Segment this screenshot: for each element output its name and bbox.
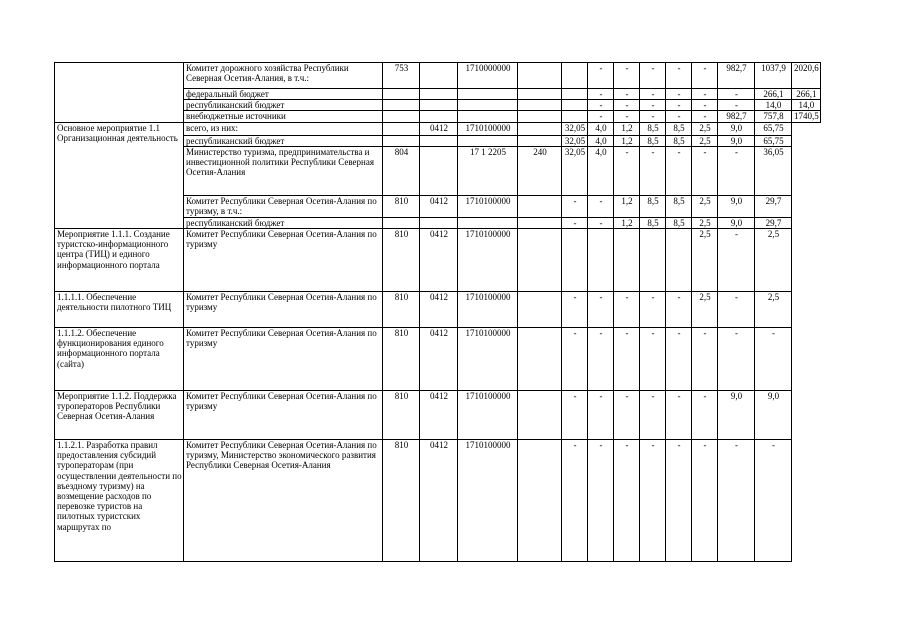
table-cell: 1.1.1.1. Обеспечение деятельности пилотного ТИЦ: [55, 292, 184, 328]
budget-table-body: [55, 63, 821, 562]
table-cell: 2,5: [692, 195, 718, 217]
table-cell: 982,7: [718, 63, 755, 89]
table-cell: -: [640, 440, 666, 562]
table-cell: [458, 111, 518, 122]
table-cell: [458, 217, 518, 228]
table-cell: 1740,5: [792, 111, 821, 122]
table-cell: -: [562, 440, 588, 562]
table-cell: 0412: [420, 292, 458, 328]
table-cell: -: [692, 100, 718, 111]
table-cell: 1710100000: [458, 229, 518, 292]
table-cell: -: [640, 146, 666, 195]
table-cell: Комитет Республики Северная Осетия-Алания по туризму: [184, 229, 383, 292]
table-cell: [518, 100, 562, 111]
table-cell: [518, 195, 562, 217]
table-cell: 810: [383, 440, 420, 562]
table-cell: -: [640, 63, 666, 89]
table-cell: 0412: [420, 122, 458, 135]
table-cell: -: [692, 440, 718, 562]
table-cell: -: [588, 391, 614, 440]
table-row: [55, 63, 821, 89]
table-cell: 266,1: [792, 89, 821, 100]
table-cell: 65,75: [755, 135, 792, 146]
table-cell: -: [692, 328, 718, 391]
table-cell: -: [588, 292, 614, 328]
table-cell: 240: [518, 146, 562, 195]
table-cell: -: [666, 146, 692, 195]
table-cell: [518, 122, 562, 135]
table-cell: 2,5: [692, 217, 718, 228]
table-cell: 810: [383, 292, 420, 328]
table-cell: -: [755, 440, 792, 562]
table-cell: [518, 292, 562, 328]
table-cell: Мероприятие 1.1.1. Создание туристско-информационного центра (ТИЦ) и единого информационного портала: [55, 229, 184, 292]
table-cell: -: [614, 391, 640, 440]
table-cell: 810: [383, 391, 420, 440]
table-cell: -: [666, 328, 692, 391]
table-cell: 0412: [420, 391, 458, 440]
table-cell: [562, 100, 588, 111]
table-cell: 8,5: [640, 135, 666, 146]
table-cell: -: [755, 328, 792, 391]
table-cell: -: [588, 100, 614, 111]
table-cell: 29,7: [755, 217, 792, 228]
table-cell: [562, 229, 588, 292]
table-cell: -: [614, 100, 640, 111]
table-cell: [383, 122, 420, 135]
table-cell: [518, 391, 562, 440]
table-cell: [420, 217, 458, 228]
table-cell: [420, 111, 458, 122]
table-cell: Комитет Республики Северная Осетия-Алания по туризму: [184, 328, 383, 391]
table-cell: -: [640, 89, 666, 100]
table-cell: 36,05: [755, 146, 792, 195]
table-cell: -: [588, 440, 614, 562]
table-cell: 65,75: [755, 122, 792, 135]
table-cell: 14,0: [792, 100, 821, 111]
table-cell: [383, 89, 420, 100]
table-cell: 9,0: [718, 391, 755, 440]
table-cell: 1,2: [614, 122, 640, 135]
table-cell: -: [718, 146, 755, 195]
table-cell: -: [692, 63, 718, 89]
table-cell: 1,2: [614, 135, 640, 146]
table-cell: [383, 135, 420, 146]
table-cell: -: [588, 111, 614, 122]
table-cell: -: [666, 100, 692, 111]
table-cell: [383, 217, 420, 228]
table-cell: 2,5: [692, 292, 718, 328]
table-cell: 810: [383, 229, 420, 292]
table-cell: 753: [383, 63, 420, 89]
table-row: [55, 229, 821, 292]
table-cell: [640, 229, 666, 292]
table-cell: 2,5: [692, 122, 718, 135]
table-cell: 32,05: [562, 146, 588, 195]
table-cell: -: [588, 63, 614, 89]
table-cell: [420, 63, 458, 89]
table-row: [55, 122, 821, 135]
table-cell: республиканский бюджет: [184, 135, 383, 146]
table-cell: [518, 328, 562, 391]
table-cell: 982,7: [718, 111, 755, 122]
table-cell: -: [666, 89, 692, 100]
table-cell: [383, 111, 420, 122]
table-cell: 757,8: [755, 111, 792, 122]
table-cell: 2,5: [755, 229, 792, 292]
table-cell: -: [614, 292, 640, 328]
table-cell: -: [614, 111, 640, 122]
table-cell: -: [718, 89, 755, 100]
table-cell: -: [640, 111, 666, 122]
table-cell: 804: [383, 146, 420, 195]
table-cell: 810: [383, 195, 420, 217]
table-cell: федеральный бюджет: [184, 89, 383, 100]
table-cell: -: [614, 440, 640, 562]
table-cell: -: [718, 229, 755, 292]
table-cell: 1710100000: [458, 292, 518, 328]
table-cell: -: [666, 440, 692, 562]
table-cell: 29,7: [755, 195, 792, 217]
table-cell: 17 1 2205: [458, 146, 518, 195]
table-cell: 1710100000: [458, 328, 518, 391]
table-cell: 1037,9: [755, 63, 792, 89]
table-row: [55, 292, 821, 328]
table-cell: -: [588, 89, 614, 100]
table-cell: Основное мероприятие 1.1 Организационная деятельность: [55, 122, 184, 228]
table-cell: Комитет Республики Северная Осетия-Алания по туризму: [184, 292, 383, 328]
table-cell: [518, 135, 562, 146]
table-cell: 9,0: [718, 135, 755, 146]
table-cell: -: [718, 292, 755, 328]
table-row: [55, 391, 821, 440]
table-cell: 0412: [420, 229, 458, 292]
table-cell: -: [614, 328, 640, 391]
table-cell: 4,0: [588, 122, 614, 135]
table-cell: -: [692, 146, 718, 195]
table-cell: внебюджетные источники: [184, 111, 383, 122]
table-cell: -: [562, 328, 588, 391]
table-cell: [562, 89, 588, 100]
table-cell: [588, 229, 614, 292]
table-cell: Министерство туризма, предпринимательства и инвестиционной политики Республики Северная Осетия-Алания: [184, 146, 383, 195]
table-cell: 0412: [420, 440, 458, 562]
table-cell: 9,0: [718, 217, 755, 228]
table-cell: [614, 229, 640, 292]
table-cell: Комитет Республики Северная Осетия-Алания по туризму, в т.ч.:: [184, 195, 383, 217]
table-cell: [383, 100, 420, 111]
table-cell: [562, 111, 588, 122]
table-cell: 1710100000: [458, 440, 518, 562]
table-cell: -: [562, 292, 588, 328]
table-cell: 2,5: [755, 292, 792, 328]
table-cell: Комитет Республики Северная Осетия-Алания по туризму, Министерство экономического развития Республики Северная Осетия-Алания: [184, 440, 383, 562]
table-cell: 1710100000: [458, 391, 518, 440]
table-cell: -: [640, 328, 666, 391]
table-cell: 0412: [420, 195, 458, 217]
table-cell: Комитет Республики Северная Осетия-Алания по туризму: [184, 391, 383, 440]
table-cell: 2,5: [692, 229, 718, 292]
table-cell: 8,5: [666, 122, 692, 135]
table-cell: 14,0: [755, 100, 792, 111]
table-cell: -: [692, 391, 718, 440]
table-cell: 2020,6: [792, 63, 821, 89]
table-cell: 8,5: [640, 195, 666, 217]
table-cell: [518, 111, 562, 122]
table-cell: [518, 217, 562, 228]
table-cell: республиканский бюджет: [184, 100, 383, 111]
table-cell: -: [588, 328, 614, 391]
table-cell: 9,0: [718, 122, 755, 135]
table-cell: 1710100000: [458, 195, 518, 217]
table-cell: 266,1: [755, 89, 792, 100]
table-cell: -: [666, 111, 692, 122]
table-cell: 4,0: [588, 135, 614, 146]
table-cell: 32,05: [562, 135, 588, 146]
table-cell: -: [614, 63, 640, 89]
table-cell: 810: [383, 328, 420, 391]
table-cell: [518, 63, 562, 89]
table-cell: Комитет дорожного хозяйства Республики Северная Осетия-Алания, в т.ч.:: [184, 63, 383, 89]
table-cell: -: [718, 100, 755, 111]
table-cell: [420, 135, 458, 146]
table-cell: -: [562, 195, 588, 217]
table-row: [55, 440, 821, 562]
table-cell: 2,5: [692, 135, 718, 146]
budget-table: [54, 62, 821, 562]
table-cell: -: [588, 217, 614, 228]
table-cell: 1.1.1.2. Обеспечение функционирования единого информационного портала (сайта): [55, 328, 184, 391]
table-cell: [458, 89, 518, 100]
table-cell: [420, 100, 458, 111]
table-cell: -: [718, 440, 755, 562]
table-cell: 8,5: [640, 217, 666, 228]
table-cell: [420, 89, 458, 100]
table-cell: [458, 100, 518, 111]
table-row: [55, 328, 821, 391]
table-cell: всего, из них:: [184, 122, 383, 135]
table-cell: 1,2: [614, 195, 640, 217]
table-cell: [562, 63, 588, 89]
table-cell: 9,0: [755, 391, 792, 440]
table-cell: -: [562, 217, 588, 228]
table-cell: 4,0: [588, 146, 614, 195]
table-cell: [518, 229, 562, 292]
table-cell: -: [718, 328, 755, 391]
table-cell: -: [614, 146, 640, 195]
table-cell: 1,2: [614, 217, 640, 228]
table-cell: [420, 146, 458, 195]
table-cell: -: [640, 391, 666, 440]
table-cell: 9,0: [718, 195, 755, 217]
table-cell: -: [666, 63, 692, 89]
table-cell: [518, 440, 562, 562]
table-cell: -: [640, 100, 666, 111]
row-name-empty: [55, 63, 184, 123]
table-cell: -: [640, 292, 666, 328]
table-cell: 1.1.2.1. Разработка правил предоставления субсидий туроператорам (при осуществлении деятельности по въездному туризму) на возмещение расходов по перевозке туристов на пилотных туристских маршрутах по: [55, 440, 184, 562]
table-cell: 8,5: [666, 217, 692, 228]
table-cell: [666, 229, 692, 292]
table-cell: -: [692, 111, 718, 122]
table-cell: -: [692, 89, 718, 100]
table-cell: -: [614, 89, 640, 100]
table-cell: -: [588, 195, 614, 217]
table-cell: -: [666, 292, 692, 328]
table-cell: 0412: [420, 328, 458, 391]
table-cell: 8,5: [666, 195, 692, 217]
table-cell: -: [562, 391, 588, 440]
table-cell: -: [666, 391, 692, 440]
table-cell: республиканский бюджет: [184, 217, 383, 228]
table-cell: 8,5: [640, 122, 666, 135]
table-cell: Мероприятие 1.1.2. Поддержка туроператоров Республики Северная Осетия-Алания: [55, 391, 184, 440]
table-cell: 1710000000: [458, 63, 518, 89]
table-cell: 1710100000: [458, 122, 518, 135]
table-cell: [458, 135, 518, 146]
table-cell: [518, 89, 562, 100]
table-cell: 8,5: [666, 135, 692, 146]
table-cell: 32,05: [562, 122, 588, 135]
